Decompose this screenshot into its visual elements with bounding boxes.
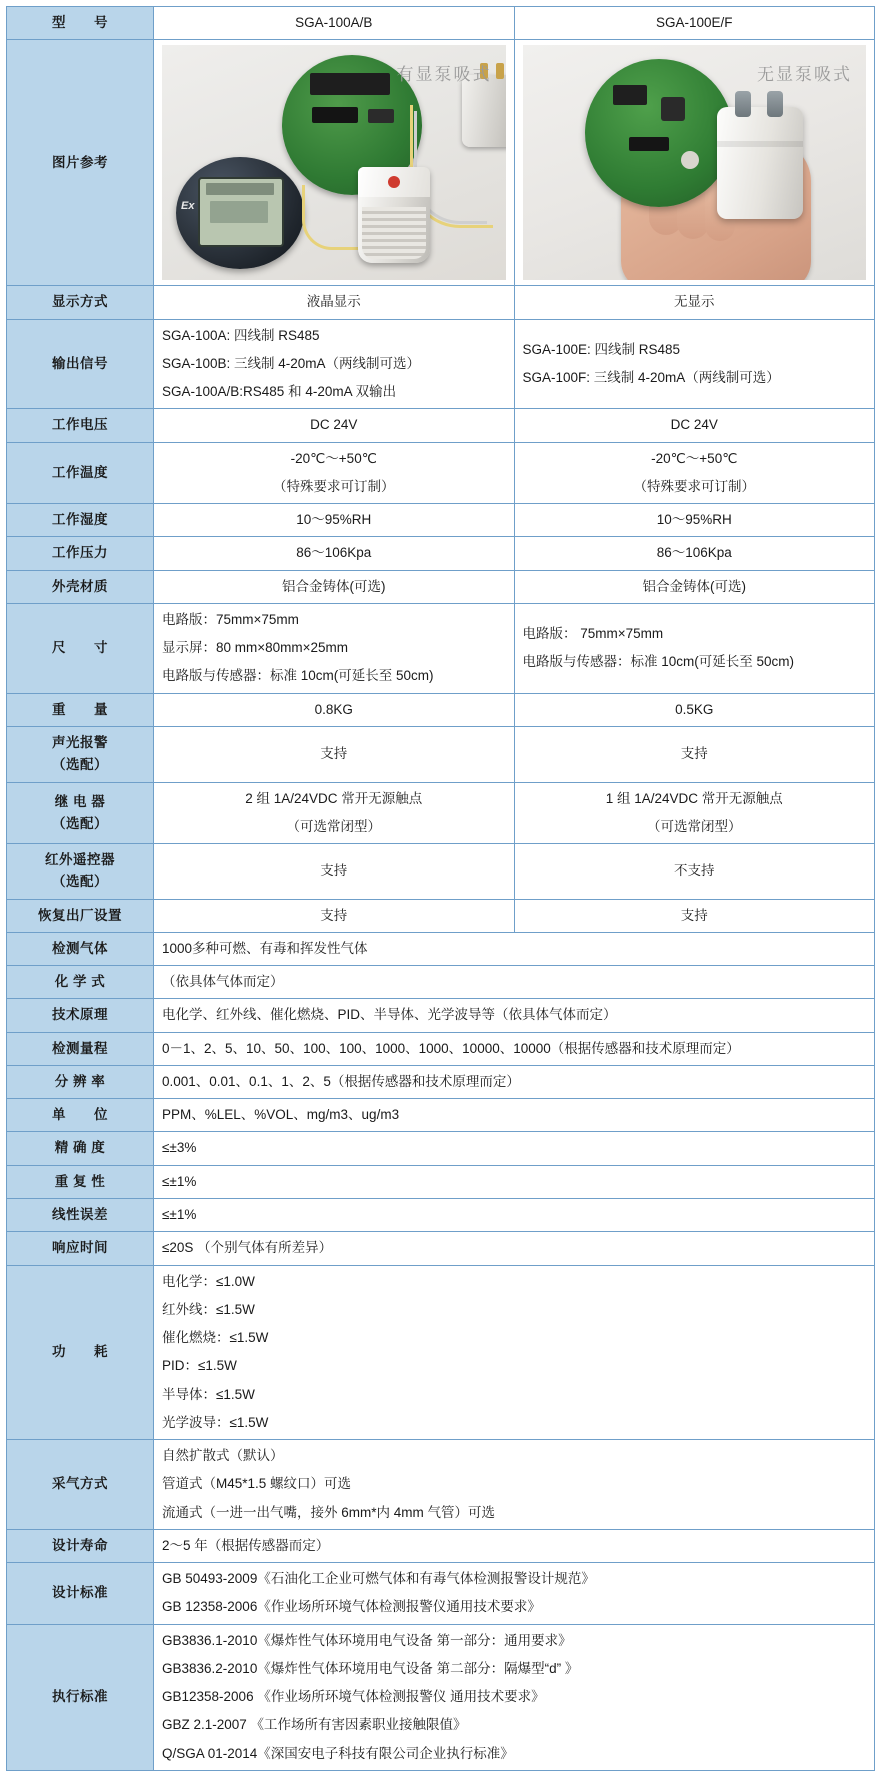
table-row <box>7 1099 875 1132</box>
table-row <box>7 286 875 319</box>
row-value <box>154 1624 875 1770</box>
row-value <box>154 1563 875 1625</box>
row-value <box>154 782 515 844</box>
value-line: GB3836.1-2010《爆炸性气体环境用电气设备 第一部分：通用要求》 <box>162 1632 572 1648</box>
row-value: ≤20S （个别气体有所差异） <box>154 1232 875 1265</box>
photo-caption-left: 有显泵吸式 <box>396 65 492 85</box>
row-value: 支持 <box>154 726 515 782</box>
specification-table <box>6 6 875 1771</box>
row-value: 铝合金铸体(可选) <box>514 570 875 603</box>
row-value: 铝合金铸体(可选) <box>154 570 515 603</box>
value-line: PID：≤1.5W <box>162 1358 237 1374</box>
row-value: 1000多种可燃、有毒和挥发性气体 <box>154 932 875 965</box>
row-value: 支持 <box>514 899 875 932</box>
table-row <box>7 1265 875 1440</box>
row-label: 检测气体 <box>7 932 154 965</box>
value-line: 1 组 1A/24VDC 常开无源触点 <box>605 790 783 806</box>
table-row <box>7 570 875 603</box>
circuit-board-image <box>585 59 733 207</box>
row-value: DC 24V <box>514 409 875 442</box>
row-value: 电化学、红外线、催化燃烧、PID、半导体、光学波导等（依具体气体而定） <box>154 999 875 1032</box>
row-label <box>7 726 154 782</box>
row-value <box>514 319 875 409</box>
row-value: 86～106Kpa <box>154 537 515 570</box>
row-value: 无显示 <box>514 286 875 319</box>
table-row <box>7 844 875 900</box>
value-line: 半导体：≤1.5W <box>162 1386 255 1402</box>
table-row <box>7 1529 875 1562</box>
row-label-line: （选配） <box>52 874 108 890</box>
value-line: 电路版： 75mm×75mm <box>522 626 664 642</box>
table-row <box>7 537 875 570</box>
value-line: 电化学：≤1.0W <box>162 1273 255 1289</box>
row-value: 支持 <box>154 899 515 932</box>
table-row <box>7 1440 875 1530</box>
row-label: 线性误差 <box>7 1198 154 1231</box>
row-value: （依具体气体而定） <box>154 966 875 999</box>
row-value: 10～95%RH <box>514 504 875 537</box>
sensor-probe-image <box>717 107 803 219</box>
row-label: 技术原理 <box>7 999 154 1032</box>
table-row <box>7 1065 875 1098</box>
value-line: （特殊要求可订制） <box>273 478 395 494</box>
row-label: 单 位 <box>7 1099 154 1132</box>
value-line: GB12358-2006 《作业场所环境气体检测报警仪 通用技术要求》 <box>162 1689 545 1705</box>
table-row <box>7 603 875 693</box>
table-row <box>7 899 875 932</box>
value-line: 催化燃烧：≤1.5W <box>162 1330 269 1346</box>
value-line: 电路版：75mm×75mm <box>162 611 299 627</box>
row-label-line: 声光报警 <box>52 734 108 750</box>
row-label: 显示方式 <box>7 286 154 319</box>
row-label-line: （选配） <box>52 815 108 831</box>
value-line: 管道式（M45*1.5 螺纹口）可选 <box>162 1476 352 1492</box>
value-line: 2 组 1A/24VDC 常开无源触点 <box>245 790 423 806</box>
value-line: -20℃～+50℃ <box>290 450 377 466</box>
row-value <box>154 1265 875 1440</box>
row-label: 图片参考 <box>7 40 154 286</box>
value-line: GBZ 2.1-2007 《工作场所有害因素职业接触限值》 <box>162 1717 467 1733</box>
row-value <box>514 442 875 504</box>
table-row <box>7 966 875 999</box>
table-row <box>7 442 875 504</box>
row-value: 0.5KG <box>514 693 875 726</box>
row-label: 重 复 性 <box>7 1165 154 1198</box>
row-value <box>154 319 515 409</box>
row-value: PPM、%LEL、%VOL、mg/m3、ug/m3 <box>154 1099 875 1132</box>
row-label: 检测量程 <box>7 1032 154 1065</box>
row-label: 精 确 度 <box>7 1132 154 1165</box>
table-body <box>7 7 875 1771</box>
row-value: 支持 <box>154 844 515 900</box>
table-row <box>7 1198 875 1231</box>
row-label: 设计标准 <box>7 1563 154 1625</box>
row-value <box>154 442 515 504</box>
table-row <box>7 782 875 844</box>
value-line: GB 50493-2009《石油化工企业可燃气体和有毒气体检测报警设计规范》 <box>162 1571 595 1587</box>
table-row <box>7 693 875 726</box>
table-row <box>7 40 875 286</box>
row-label: 执行标准 <box>7 1624 154 1770</box>
row-label: 化 学 式 <box>7 966 154 999</box>
row-value: 0.8KG <box>154 693 515 726</box>
row-label: 分 辨 率 <box>7 1065 154 1098</box>
row-label: 型 号 <box>7 7 154 40</box>
row-value <box>514 603 875 693</box>
row-label-line: （选配） <box>52 757 108 773</box>
photo-caption-right: 无显泵吸式 <box>757 65 852 85</box>
row-label: 重 量 <box>7 693 154 726</box>
table-row <box>7 409 875 442</box>
table-row <box>7 319 875 409</box>
row-label: 外壳材质 <box>7 570 154 603</box>
table-row <box>7 7 875 40</box>
table-row <box>7 1165 875 1198</box>
value-line: SGA-100E: 四线制 RS485 <box>522 341 681 357</box>
value-line: SGA-100A/B:RS485 和 4-20mA 双输出 <box>162 384 397 400</box>
row-label: 功 耗 <box>7 1265 154 1440</box>
row-value: SGA-100A/B <box>154 7 515 40</box>
table-row <box>7 1132 875 1165</box>
table-row <box>7 1563 875 1625</box>
row-value: ≤±1% <box>154 1165 875 1198</box>
table-row <box>7 504 875 537</box>
value-line: 自然扩散式（默认） <box>162 1448 284 1464</box>
row-value <box>154 1440 875 1530</box>
row-value: ≤±1% <box>154 1198 875 1231</box>
value-line: （可选常闭型） <box>286 818 381 834</box>
display-meter-image: Ex <box>176 157 304 269</box>
row-value <box>514 782 875 844</box>
row-value: DC 24V <box>154 409 515 442</box>
row-label-line: 红外遥控器 <box>45 852 115 868</box>
row-label: 工作压力 <box>7 537 154 570</box>
row-value: 不支持 <box>514 844 875 900</box>
row-label: 工作温度 <box>7 442 154 504</box>
value-line: SGA-100F: 三线制 4-20mA（两线制可选） <box>522 369 780 385</box>
row-value: 10～95%RH <box>154 504 515 537</box>
value-line: （特殊要求可订制） <box>633 478 755 494</box>
value-line: Q/SGA 01-2014《深国安电子科技有限公司企业执行标准》 <box>162 1745 514 1761</box>
table-row <box>7 1232 875 1265</box>
sensor-probe-image <box>358 167 430 263</box>
row-label: 工作湿度 <box>7 504 154 537</box>
row-value: 86～106Kpa <box>514 537 875 570</box>
row-label-line: 继 电 器 <box>54 793 106 809</box>
value-line: GB 12358-2006《作业场所环境气体检测报警仪通用技术要求》 <box>162 1599 541 1615</box>
row-label: 采气方式 <box>7 1440 154 1530</box>
table-row <box>7 932 875 965</box>
row-label: 响应时间 <box>7 1232 154 1265</box>
table-row <box>7 726 875 782</box>
value-line: SGA-100A: 四线制 RS485 <box>162 327 320 343</box>
value-line: 显示屏：80 mm×80mm×25mm <box>162 640 349 656</box>
row-value <box>154 603 515 693</box>
row-label <box>7 844 154 900</box>
row-value: 0－1、2、5、10、50、100、100、1000、1000、10000、10000（根据传感器和技术原理而定） <box>154 1032 875 1065</box>
value-line: -20℃～+50℃ <box>651 450 738 466</box>
value-line: SGA-100B: 三线制 4-20mA（两线制可选） <box>162 355 421 371</box>
row-label: 恢复出厂设置 <box>7 899 154 932</box>
table-row <box>7 1032 875 1065</box>
table-row <box>7 1624 875 1770</box>
product-photo-left <box>154 40 515 286</box>
row-value: 0.001、0.01、0.1、1、2、5（根据传感器和技术原理而定） <box>154 1065 875 1098</box>
row-label: 尺 寸 <box>7 603 154 693</box>
table-row <box>7 999 875 1032</box>
row-value: SGA-100E/F <box>514 7 875 40</box>
value-line: 电路版与传感器：标准 10cm(可延长至 50cm) <box>522 654 795 670</box>
value-line: 光学波导：≤1.5W <box>162 1414 269 1430</box>
row-label: 输出信号 <box>7 319 154 409</box>
row-value: 支持 <box>514 726 875 782</box>
product-photo-right <box>514 40 875 286</box>
row-label <box>7 782 154 844</box>
row-value: 液晶显示 <box>154 286 515 319</box>
value-line: 红外线：≤1.5W <box>162 1301 255 1317</box>
row-label: 工作电压 <box>7 409 154 442</box>
value-line: （可选常闭型） <box>647 818 742 834</box>
value-line: 电路版与传感器：标准 10cm(可延长至 50cm) <box>162 668 434 684</box>
row-value: 2～5 年（根据传感器而定） <box>154 1529 875 1562</box>
value-line: 流通式（一进一出气嘴，接外 6mm*内 4mm 气管）可选 <box>162 1504 496 1520</box>
value-line: GB3836.2-2010《爆炸性气体环境用电气设备 第二部分：隔爆型“d” 》 <box>162 1660 579 1676</box>
row-value: ≤±3% <box>154 1132 875 1165</box>
row-label: 设计寿命 <box>7 1529 154 1562</box>
